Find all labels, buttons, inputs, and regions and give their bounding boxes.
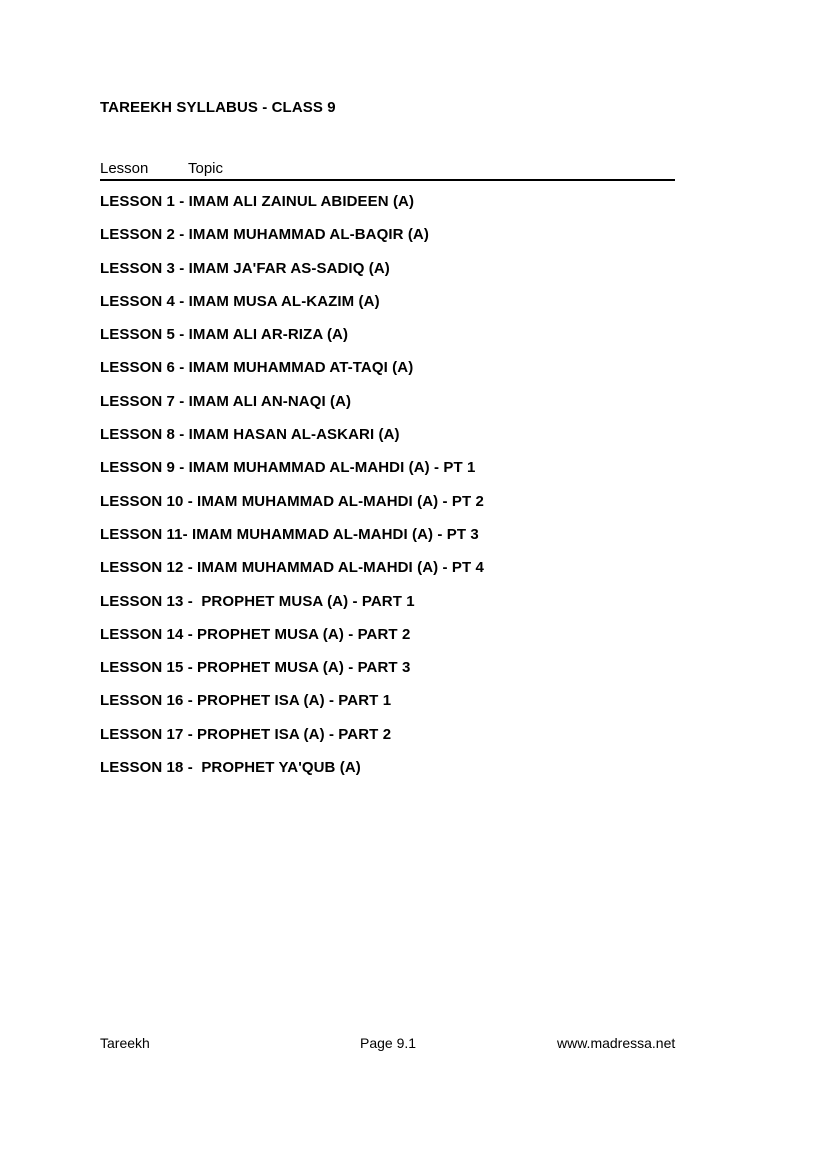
- footer-website: www.madressa.net: [557, 1035, 676, 1051]
- lesson-item: LESSON 16 - PROPHET ISA (A) - PART 1: [100, 692, 392, 710]
- lesson-item: LESSON 18 - PROPHET YA'QUB (A): [100, 759, 361, 777]
- topic-column-header: Topic: [188, 160, 224, 177]
- lesson-item: LESSON 8 - IMAM HASAN AL-ASKARI (A): [100, 426, 400, 444]
- lesson-item: LESSON 17 - PROPHET ISA (A) - PART 2: [100, 725, 392, 743]
- lesson-item: LESSON 9 - IMAM MUHAMMAD AL-MAHDI (A) - PT 1: [100, 459, 476, 477]
- lesson-item: LESSON 15 - PROPHET MUSA (A) - PART 3: [100, 659, 411, 677]
- lesson-item: LESSON 3 - IMAM JA'FAR AS-SADIQ (A): [100, 259, 390, 277]
- footer-subject: Tareekh: [100, 1035, 150, 1051]
- page-title: TAREEKH SYLLABUS - CLASS 9: [100, 99, 336, 116]
- lesson-item: LESSON 2 - IMAM MUHAMMAD AL-BAQIR (A): [100, 226, 429, 244]
- lesson-item: LESSON 7 - IMAM ALI AN-NAQI (A): [100, 392, 352, 410]
- lesson-item: LESSON 14 - PROPHET MUSA (A) - PART 2: [100, 625, 411, 643]
- lesson-item: LESSON 13 - PROPHET MUSA (A) - PART 1: [100, 592, 415, 610]
- lesson-item: LESSON 1 - IMAM ALI ZAINUL ABIDEEN (A): [100, 193, 415, 210]
- lesson-column-header: Lesson: [100, 160, 149, 177]
- lesson-item: LESSON 5 - IMAM ALI AR-RIZA (A): [100, 326, 349, 344]
- lesson-item: LESSON 11- IMAM MUHAMMAD AL-MAHDI (A) - PT 3: [100, 525, 479, 543]
- lesson-item: LESSON 4 - IMAM MUSA AL-KAZIM (A): [100, 292, 380, 310]
- table-header: [100, 160, 675, 181]
- lesson-item: LESSON 6 - IMAM MUHAMMAD AT-TAQI (A): [100, 359, 414, 377]
- footer-page-number: Page 9.1: [360, 1035, 417, 1051]
- lesson-item: LESSON 10 - IMAM MUHAMMAD AL-MAHDI (A) - PT 2: [100, 492, 484, 510]
- lesson-list: [100, 193, 484, 792]
- lesson-item: LESSON 12 - IMAM MUHAMMAD AL-MAHDI (A) - PT 4: [100, 559, 484, 577]
